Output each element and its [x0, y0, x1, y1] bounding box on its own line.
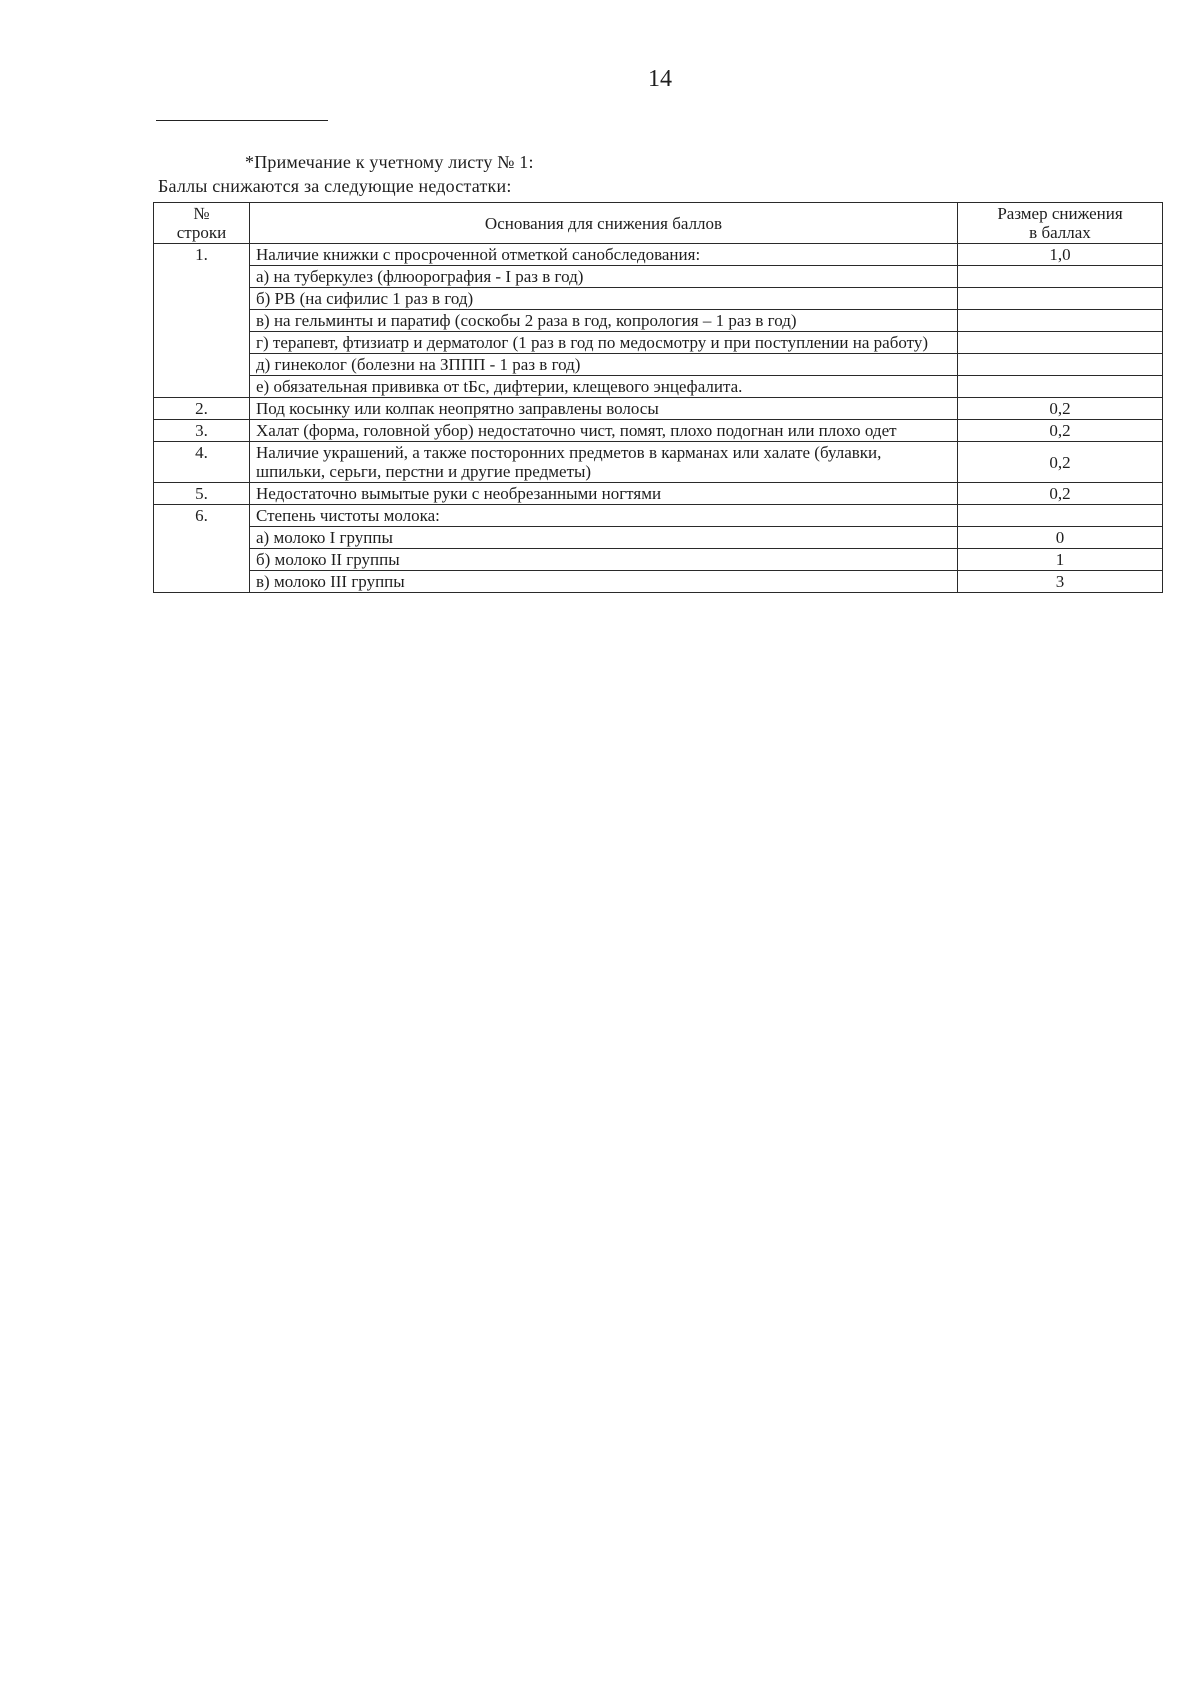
deductions-table: [153, 202, 1163, 593]
row-text: е) обязательная прививка от tБс, дифтерии, клещевого энцефалита.: [250, 376, 958, 398]
row-text: в) молоко III группы: [250, 571, 958, 593]
row-text: б) молоко II группы: [250, 549, 958, 571]
header-value-line1: Размер снижения: [997, 204, 1123, 223]
row-value: 0,2: [958, 483, 1163, 505]
table-row: [154, 549, 1163, 571]
row-value: [958, 376, 1163, 398]
table-row: [154, 376, 1163, 398]
header-basis: Основания для снижения баллов: [250, 203, 958, 244]
row-value: [958, 505, 1163, 527]
row-text: Халат (форма, головной убор) недостаточно чист, помят, плохо подогнан или плохо одет: [250, 420, 958, 442]
row-text: Наличие украшений, а также посторонних предметов в карманах или халате (булавки, шпильки, серьги, перстни и другие предметы): [250, 442, 958, 483]
page-number: 14: [648, 66, 672, 92]
header-num-line2: строки: [176, 223, 227, 242]
row-value: [958, 266, 1163, 288]
header-value-line2: в баллах: [1029, 223, 1091, 242]
table-row: [154, 442, 1163, 483]
row-value: [958, 354, 1163, 376]
row-text: а) молоко I группы: [250, 527, 958, 549]
row-text: г) терапевт, фтизиатр и дерматолог (1 раз в год по медосмотру и при поступлении на работу): [250, 332, 958, 354]
row-value: [958, 288, 1163, 310]
note-heading: *Примечание к учетному листу № 1:: [245, 152, 534, 172]
row-value: 0,2: [958, 420, 1163, 442]
table-caption: Баллы снижаются за следующие недостатки:: [158, 176, 512, 196]
table-row: [154, 266, 1163, 288]
table-row: [154, 288, 1163, 310]
row-number: 1.: [154, 244, 250, 398]
table-row: [154, 483, 1163, 505]
row-text: Под косынку или колпак неопрятно заправлены волосы: [250, 398, 958, 420]
row-text: д) гинеколог (болезни на ЗППП - 1 раз в год): [250, 354, 958, 376]
row-number: 4.: [154, 442, 250, 483]
header-num: [154, 203, 250, 244]
row-value: 1,0: [958, 244, 1163, 266]
row-value: 0: [958, 527, 1163, 549]
header-value: [958, 203, 1163, 244]
table-row: [154, 571, 1163, 593]
footnote-rule: [156, 120, 328, 121]
row-text: а) на туберкулез (флюорография - I раз в год): [250, 266, 958, 288]
row-value: [958, 332, 1163, 354]
row-number: 2.: [154, 398, 250, 420]
row-value: 0,2: [958, 442, 1163, 483]
row-text: б) РВ (на сифилис 1 раз в год): [250, 288, 958, 310]
header-num-line1: №: [193, 204, 210, 223]
table-row: [154, 310, 1163, 332]
row-number: 6.: [154, 505, 250, 593]
table-row: [154, 398, 1163, 420]
row-text: Наличие книжки с просроченной отметкой санобследования:: [250, 244, 958, 266]
row-text: в) на гельминты и паратиф (соскобы 2 раза в год, копрология – 1 раз в год): [250, 310, 958, 332]
row-value: [958, 310, 1163, 332]
table-row: [154, 354, 1163, 376]
row-value: 1: [958, 549, 1163, 571]
row-value: 3: [958, 571, 1163, 593]
table-row: [154, 505, 1163, 527]
table-row: [154, 420, 1163, 442]
table-row: [154, 332, 1163, 354]
table-header-row: [154, 203, 1163, 244]
table-row: [154, 527, 1163, 549]
row-value: 0,2: [958, 398, 1163, 420]
row-text: Недостаточно вымытые руки с необрезанными ногтями: [250, 483, 958, 505]
row-number: 3.: [154, 420, 250, 442]
row-text: Степень чистоты молока:: [250, 505, 958, 527]
table-row: [154, 244, 1163, 266]
row-number: 5.: [154, 483, 250, 505]
